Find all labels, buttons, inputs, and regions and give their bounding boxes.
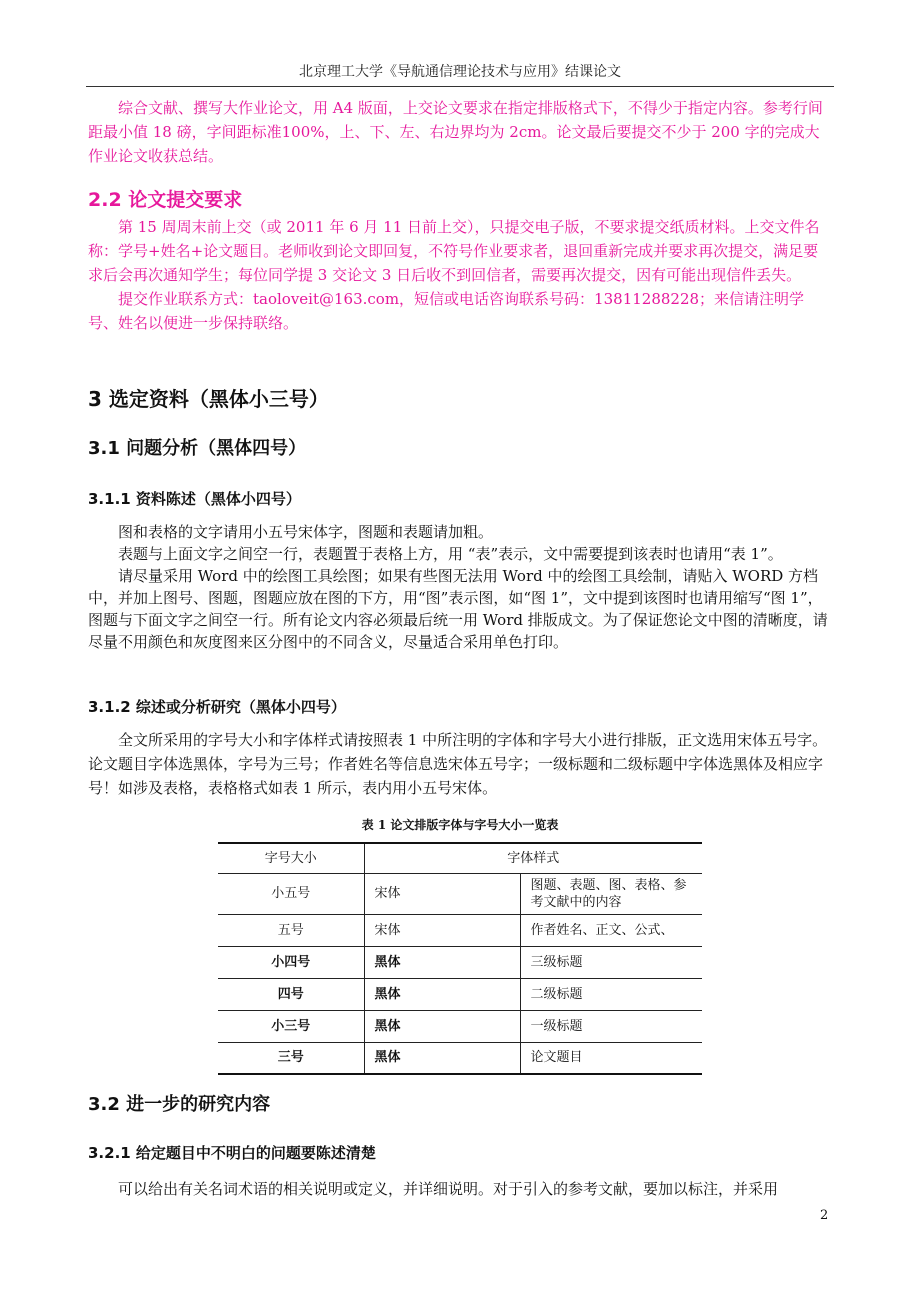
paragraph-table-title: 表题与上面文字之间空一行，表题置于表格上方，用 “表”表示，文中需要提到该表时也请用“表 1”。 xyxy=(118,545,783,563)
cell-font: 宋体 xyxy=(364,914,520,946)
table-row xyxy=(218,914,702,946)
paragraph-figure-fonts: 图和表格的文字请用小五号宋体字，图题和表题请加粗。 xyxy=(118,523,494,541)
cell-size: 小四号 xyxy=(218,946,364,978)
cell-usage: 一级标题 xyxy=(520,1010,702,1042)
cell-usage: 二级标题 xyxy=(520,978,702,1010)
section-2-2-heading: 2.2 论文提交要求 xyxy=(88,189,243,211)
cell-size: 三号 xyxy=(218,1042,364,1074)
cell-font: 黑体 xyxy=(364,1042,520,1074)
section-3-2-heading: 3.2 进一步的研究内容 xyxy=(88,1094,271,1115)
table-caption: 表 1 论文排版字体与字号大小一览表 xyxy=(361,818,559,832)
table-row xyxy=(218,873,702,914)
header-size: 字号大小 xyxy=(264,850,317,866)
cell-size: 四号 xyxy=(218,978,364,1010)
section-3-1-1-body xyxy=(88,521,832,653)
section-3-2-1-heading: 3.2.1 给定题目中不明白的问题要陈述清楚 xyxy=(88,1144,376,1162)
font-size-table xyxy=(218,842,702,1075)
submission-paragraph: 第 15 周周末前上交（或 2011 年 6 月 11 日前上交），只提交电子版，不要求提交纸质材料。上交文件名称：学号+姓名+论文题目。老师收到论文即回复，不符号作业要求者，退回重新完成并要求再次提交，满足要求后会再次通知学生；每位同学提 3 交论文 3 日后收不到回信者，需要再次提交，因有可能出现信件丢失。 xyxy=(88,218,820,284)
page-number: 2 xyxy=(820,1208,829,1223)
table-row xyxy=(218,1010,702,1042)
cell-usage: 论文题目 xyxy=(520,1042,702,1074)
section-2-2-body xyxy=(88,215,832,335)
cell-usage: 图题、表题、图、表格、参考文献中的内容 xyxy=(520,873,702,914)
section-3-1-heading: 3.1 问题分析（黑体四号） xyxy=(88,438,307,459)
cell-font: 黑体 xyxy=(364,946,520,978)
table-header-row xyxy=(218,843,702,873)
table-row xyxy=(218,1042,702,1074)
table-row xyxy=(218,946,702,978)
cell-font: 黑体 xyxy=(364,1010,520,1042)
header-rule xyxy=(86,86,834,87)
cell-usage: 三级标题 xyxy=(520,946,702,978)
header-font: 字体样式 xyxy=(364,843,702,873)
cell-usage: 作者姓名、正文、公式、 xyxy=(520,914,702,946)
section-3-1-2-body xyxy=(88,728,832,800)
contact-paragraph: 提交作业联系方式：taoloveit@163.com，短信或电话咨询联系号码：13811288228；来信请注明学号、姓名以便进一步保持联络。 xyxy=(88,290,805,332)
cell-size: 小五号 xyxy=(218,873,364,914)
intro-block xyxy=(88,96,832,168)
paragraph-font-sizes: 全文所采用的字号大小和字体样式请按照表 1 中所注明的字体和字号大小进行排版，正文选用宋体五号字。论文题目字体选黑体，字号为三号；作者姓名等信息选宋体五号字；一级标题和二级标题中字体选黑体及相应字号！如涉及表格，表格格式如表 1 所示，表内用小五号宋体。 xyxy=(88,731,828,797)
paragraph-drawing: 请尽量采用 Word 中的绘图工具绘图；如果有些图无法用 Word 中的绘图工具绘制，请贴入 WORD 方档中，并加上图号、图题，图题应放在图的下方，用“图”表示图，如“图 1”，文中提到该图时也请用缩写“图 1”，图题与下面文字之间空一行。所有论文内容必须最后统一用 Word 排版成文。为了保证您论文中图的清晰度，请尽量不用颜色和灰度图来区分图中的不同含义，尽量适合采用单色打印。 xyxy=(88,567,828,651)
section-3-1-1-heading: 3.1.1 资料陈述（黑体小四号） xyxy=(88,490,301,508)
paragraph-terms: 可以给出有关名词术语的相关说明或定义，并详细说明。对于引入的参考文献，要加以标注，并采用 xyxy=(118,1180,779,1198)
cell-size: 五号 xyxy=(218,914,364,946)
section-3-1-2-heading: 3.1.2 综述或分析研究（黑体小四号） xyxy=(88,698,346,716)
cell-size: 小三号 xyxy=(218,1010,364,1042)
table-row xyxy=(218,978,702,1010)
cell-font: 宋体 xyxy=(364,873,520,914)
page-header: 北京理工大学《导航通信理论技术与应用》结课论文 xyxy=(299,64,621,80)
section-3-2-1-body xyxy=(88,1177,832,1201)
intro-paragraph: 综合文献、撰写大作业论文，用 A4 版面，上交论文要求在指定排版格式下，不得少于指定内容。参考行间距最小值 18 磅，字间距标准100%，上、下、左、右边界均为 2cm。论文最后要提交不少于 200 字的完成大作业论文收获总结。 xyxy=(88,99,823,165)
section-3-heading: 3 选定资料（黑体小三号） xyxy=(88,387,329,411)
cell-font: 黑体 xyxy=(364,978,520,1010)
